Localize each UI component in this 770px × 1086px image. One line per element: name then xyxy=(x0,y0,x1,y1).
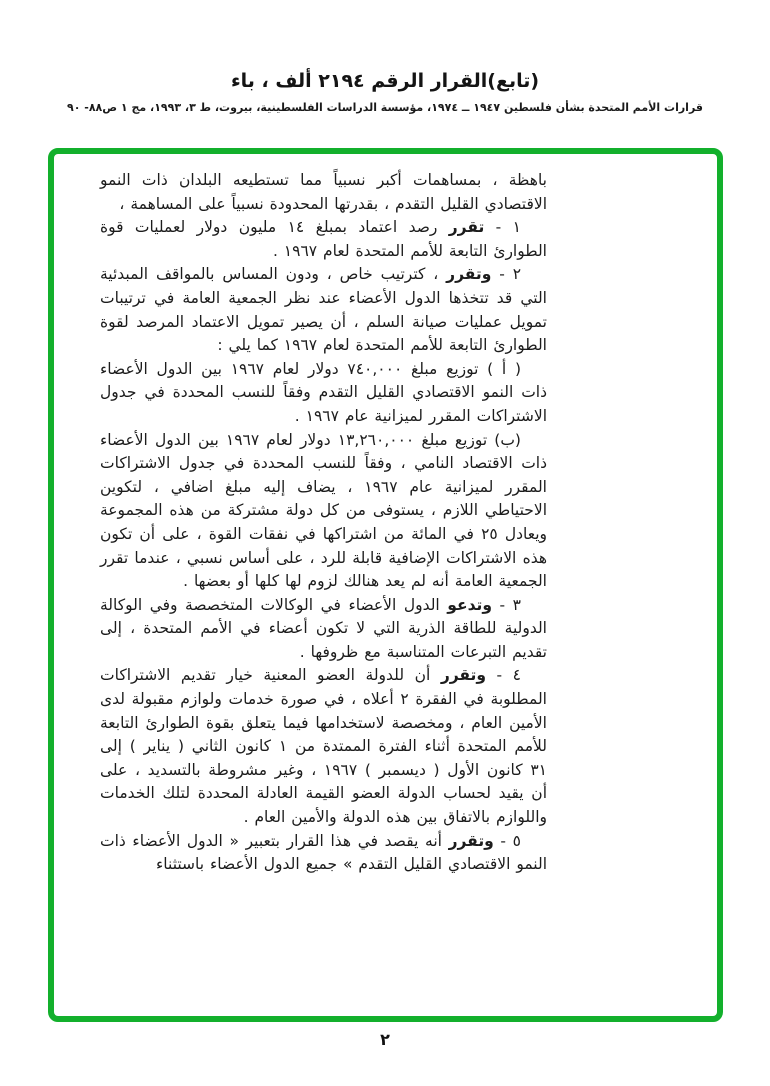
paragraph-text: باهظة ، بمساهمات أكبر نسبياً مما تستطيعه البلدان ذات النمو الاقتصادي القليل التقدم ، بقدرتها المحدودة نسبياً على المساهمة ، xyxy=(100,171,547,213)
paragraph-text: توزيع مبلغ ٧٤٠,٠٠٠ دولار لعام ١٩٦٧ بين الدول الأعضاء ذات النمو الاقتصادي القليل التقدم وفقاً للنسب المحددة في جدول الاشتراكات المقرر لميزانية عام ١٩٦٧ . xyxy=(100,359,547,425)
paragraph-number: ٤ - xyxy=(486,666,521,685)
document-header xyxy=(0,70,770,114)
source-citation: قرارات الأمم المتحدة بشأن فلسطين ١٩٤٧ ــ ١٩٧٤، مؤسسة الدراسات الفلسطينية، بيروت، ط ٣، ١٩٩٣، مج ١ ص٨٨- ٩٠ xyxy=(66,101,704,114)
paragraph-lead-word: وتقرر xyxy=(440,666,486,685)
paragraph xyxy=(100,594,547,665)
paragraph xyxy=(100,216,547,263)
paragraph-lead-word: وتدعو xyxy=(447,595,492,614)
paragraph-text: أنه يقصد في هذا القرار بتعبير « الدول الأعضاء ذات النمو الاقتصادي القليل التقدم » جميع الدول الأعضاء باستثناء xyxy=(100,831,547,874)
paragraph-number: ١ - xyxy=(484,218,521,237)
paragraph-number: (ب) xyxy=(487,430,521,449)
paragraph-text: ، كترتيب خاص ، ودون المساس بالمواقف المبدئية التي قد تتخذها الدول الأعضاء عند نظر الجمعية العامة في ترتيبات تمويل عمليات صيانة السلم ، أن يصير تمويل الاعتماد المرصد لقوة الطوارئ التابعة للأمم المتحدة لعام ١٩٦٧ كما يلي : xyxy=(100,265,547,355)
paragraph-text: رصد اعتماد بمبلغ ١٤ مليون دولار لعمليات قوة الطوارئ التابعة للأمم المتحدة لعام ١٩٦٧ . xyxy=(100,218,547,260)
paragraph-number: ٥ - xyxy=(493,831,521,850)
paragraph-number: ( أ ) xyxy=(478,359,521,378)
paragraph xyxy=(100,263,547,357)
paragraph-lead-word: تقرر xyxy=(448,218,485,237)
paragraph-number: ٢ - xyxy=(491,265,522,284)
paragraph-lead-word: وتقرر xyxy=(446,265,492,284)
paragraph xyxy=(100,830,547,877)
paragraph-number: ٣ - xyxy=(492,595,521,614)
paragraph xyxy=(100,169,547,216)
paragraph-text: توزيع مبلغ ١٣,٢٦٠,٠٠٠ دولار لعام ١٩٦٧ بين الدول الأعضاء ذات الاقتصاد النامي ، وفقاً للنسب المحددة في جدول الاشتراكات المقرر لميزانية عام ١٩٦٧ ، يضاف إليه مبلغ اضافي ، لتكوين الاحتياطي اللازم ، يستوفى من كل دولة مشتركة من هذه المجموعة ويعادل ٢٥ في المائة من اشتراكها في نفقات القوة ، على أن تكون هذه الاشتراكات الإضافية قابلة للرد ، على أساس نسبي ، عندما تقرر الجمعية العامة أنه لم يعد هنالك لزوم لها كلها أو بعضها . xyxy=(100,430,548,591)
paragraph xyxy=(100,664,547,829)
page-number: ٢ xyxy=(380,1030,390,1049)
page-title: (تابع)القرار الرقم ٢١٩٤ ألف ، باء xyxy=(230,70,540,92)
paragraph xyxy=(100,429,547,594)
paragraph-text: الدول الأعضاء في الوكالات المتخصصة وفي الوكالة الدولية للطاقة الذرية التي لا تكون أعضاء في الأمم المتحدة ، إلى تقديم التبرعات المتناسبة مع ظروفها . xyxy=(100,595,547,661)
paragraph-text: أن للدولة العضو المعنية خيار تقديم الاشتراكات المطلوبة في الفقرة ٢ أعلاه ، في صورة خدمات ولوازم مقبولة لدى الأمين العام ، ومخصصة لاستخدامها فيما يتعلق بقوة الطوارئ التابعة للأمم المتحدة أثناء الفترة الممتدة من ١ كانون الثاني ( يناير ) إلى ٣١ كانون الأول ( ديسمبر ) ١٩٦٧ ، وغير مشروطة بالتسديد ، على أن يقيد لحساب الدولة العضو القيمة العادلة المحددة لتلك الخدمات واللوازم بالاتفاق بين هذه الدولة والأمين العام . xyxy=(100,666,547,827)
resolution-text xyxy=(100,169,547,877)
paragraph-lead-word: وتقرر xyxy=(448,831,494,850)
paragraph xyxy=(100,358,547,429)
